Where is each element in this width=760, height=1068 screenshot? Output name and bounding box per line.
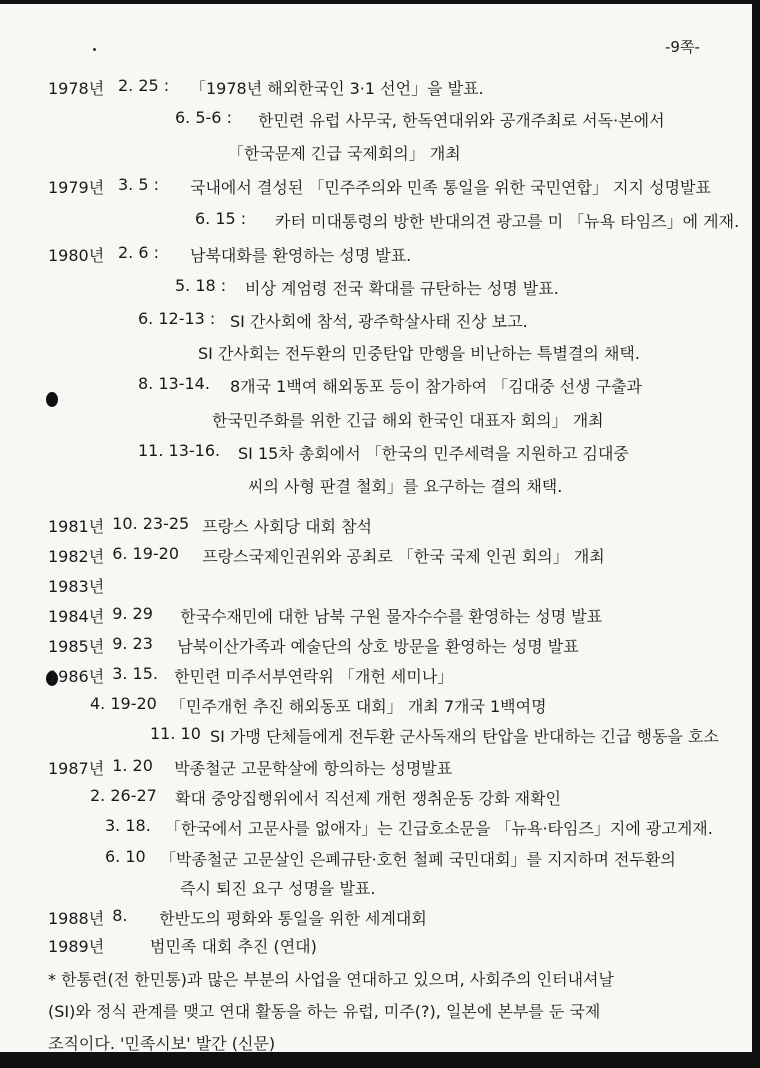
entry-text: 「1978년 해외한국인 3·1 선언」을 발표. [190,79,484,98]
entry-date: 10. 23-25 [112,514,190,533]
entry-date: 4. 19-20 [90,694,157,713]
timeline-entry [48,876,375,899]
timeline-entry [48,175,711,198]
timeline-entry [48,141,461,164]
entry-text: 즉시 퇴진 요구 성명을 발표. [180,879,376,898]
entry-date: 1. 20 [112,756,153,775]
timeline-entry [48,694,547,717]
entry-text: 박종철군 고문학살에 항의하는 성명발표 [174,759,453,778]
entry-date: 6. 5-6 : [175,108,232,127]
entry-text: 한민련 미주서부연락위 「개헌 세미나」 [174,667,454,686]
entry-year [48,694,90,717]
timeline-entry [48,243,411,266]
entry-date: 2. 26-27 [90,786,157,805]
entry-year: 1978년 [48,79,105,98]
timeline-entry [48,664,453,687]
page-number: -9쪽- [665,38,700,56]
entry-text: 8개국 1백여 해외동포 등이 참가하여 「김대중 선생 구출과 [230,377,642,396]
footnote-line: (SI)와 정식 관계를 맺고 연대 활동을 하는 유럽, 미주(?), 일본에 본부를 둔 국제 [48,1002,601,1021]
entry-year [48,341,198,364]
timeline-entry [48,816,713,839]
timeline-entry [48,341,640,364]
entry-year: 1979년 [48,178,105,197]
entry-date: 11. 10 [150,724,201,743]
timeline-entry [48,934,317,957]
entry-year: 1986년 [48,667,105,686]
entry-year [48,474,248,497]
timeline-entry [48,209,739,232]
entry-year: 1988년 [48,909,105,928]
entry-text: SI 15차 총회에서 「한국의 민주세력을 지원하고 김대중 [238,444,629,463]
entry-text: 「박종철군 고문살인 은폐규탄·호헌 철폐 국민대회」를 지지하며 전두환의 [160,850,676,869]
timeline-entry [48,374,642,397]
entry-year [48,374,138,397]
timeline-entry [48,408,604,431]
entry-text: 한국민주화를 위한 긴급 해외 한국인 대표자 회의」 개최 [212,411,604,430]
entry-year: 1980년 [48,246,105,265]
entry-date: 6. 10 [105,847,146,866]
entry-date: 3. 18. [105,816,151,835]
entry-year [48,108,175,131]
timeline-entry [48,276,559,299]
timeline-entry [48,574,112,597]
entry-year [48,847,105,870]
entry-year [48,816,105,839]
entry-date: 5. 18 : [175,276,227,295]
entry-year [48,441,138,464]
timeline-entry [48,634,579,657]
entry-text: 카터 미대통령의 방한 반대의견 광고를 미 「뉴욕 타임즈」에 게재. [275,212,740,231]
timeline-entry [48,309,528,332]
entry-text: 남북이산가족과 예술단의 상호 방문을 환영하는 성명 발표 [177,637,579,656]
timeline-entry [48,441,629,464]
entry-text: 한민련 유럽 사무국, 한독연대위와 공개주최로 서독·본에서 [258,111,665,130]
entry-year [48,786,90,809]
timeline-entry [48,108,665,131]
entry-text: 한반도의 평화와 통일을 위한 세계대회 [159,909,427,928]
entry-year: 1985년 [48,637,105,656]
entry-text: 「한국문제 긴급 국제회의」 개최 [228,144,461,163]
entry-date: 11. 13-16. [138,441,221,460]
entry-text: 한국수재민에 대한 남북 구원 물자수수를 환영하는 성명 발표 [180,607,603,626]
timeline-entry [48,756,452,779]
entry-date: 2. 25 : [118,76,170,95]
entry-text: 범민족 대회 추진 (연대) [150,937,317,956]
footnote-line: 조직이다. '민족시보' 발간 (신문) [48,1034,276,1052]
timeline-entry [48,76,484,99]
timeline-entry [48,514,372,537]
entry-year: 1982년 [48,547,105,566]
timeline-entry [48,724,719,747]
entry-year: 1984년 [48,607,105,626]
entry-text: 「민주개헌 추진 해외동포 대회」 개최 7개국 1백여명 [170,697,547,716]
entry-date: 3. 5 : [118,175,160,194]
entry-text: 「한국에서 고문사를 없애자」는 긴급호소문을 「뉴욕·타임즈」지에 광고게재. [165,819,713,838]
entry-year [48,724,150,747]
entry-date: 3. 15. [112,664,158,683]
entry-year: 1983년 [48,577,105,596]
entry-text: 남북대화를 환영하는 성명 발표. [190,246,412,265]
timeline-entry [48,544,605,567]
entry-year [48,276,175,299]
entry-year: 1981년 [48,517,105,536]
entry-date: 8. [112,906,128,925]
entry-year [48,209,195,232]
entry-text: 씨의 사형 판결 철회」를 요구하는 결의 채택. [248,477,563,496]
entry-text: 프랑스국제인권위와 공최로 「한국 국제 인권 회의」 개최 [202,547,605,566]
entry-text: 프랑스 사회당 대회 참석 [202,517,373,536]
entry-date: 2. 6 : [118,243,160,262]
timeline-entry [48,906,427,929]
entry-year [48,141,228,164]
timeline-entry [48,474,562,497]
entry-date: 9. 23 [112,634,153,653]
entry-text: SI 간사회는 전두환의 민중탄압 만행을 비난하는 특별결의 채택. [198,344,640,363]
entry-text: 확대 중앙집행위에서 직선제 개헌 쟁취운동 강화 재확인 [175,789,562,808]
entry-year: 1989년 [48,937,105,956]
entry-date: 6. 12-13 : [138,309,216,328]
document-page [0,4,752,1052]
timeline-entry [48,847,676,870]
entry-text: SI 가맹 단체들에게 전두환 군사독재의 탄압을 반대하는 긴급 행동을 호소 [210,727,719,746]
footnote-line: * 한통련(전 한민통)과 많은 부분의 사업을 연대하고 있으며, 사회주의 인터내셔날 [48,970,614,989]
entry-date: 6. 19-20 [112,544,180,563]
ink-dot [93,48,96,51]
entry-text: 국내에서 결성된 「민주주의와 민족 통일을 위한 국민연합」 지지 성명발표 [190,178,711,197]
entry-year [48,309,138,332]
entry-date: 6. 15 : [195,209,247,228]
entry-year [48,876,180,899]
entry-year [48,408,212,431]
entry-text: SI 간사회에 참석, 광주학살사태 진상 보고. [230,312,528,331]
entry-date: 9. 29 [112,604,153,623]
timeline-entry [48,604,602,627]
entry-date: 8. 13-14. [138,374,210,393]
timeline-entry [48,786,561,809]
entry-text: 비상 계엄령 전국 확대를 규탄하는 성명 발표. [245,279,559,298]
entry-year: 1987년 [48,759,105,778]
